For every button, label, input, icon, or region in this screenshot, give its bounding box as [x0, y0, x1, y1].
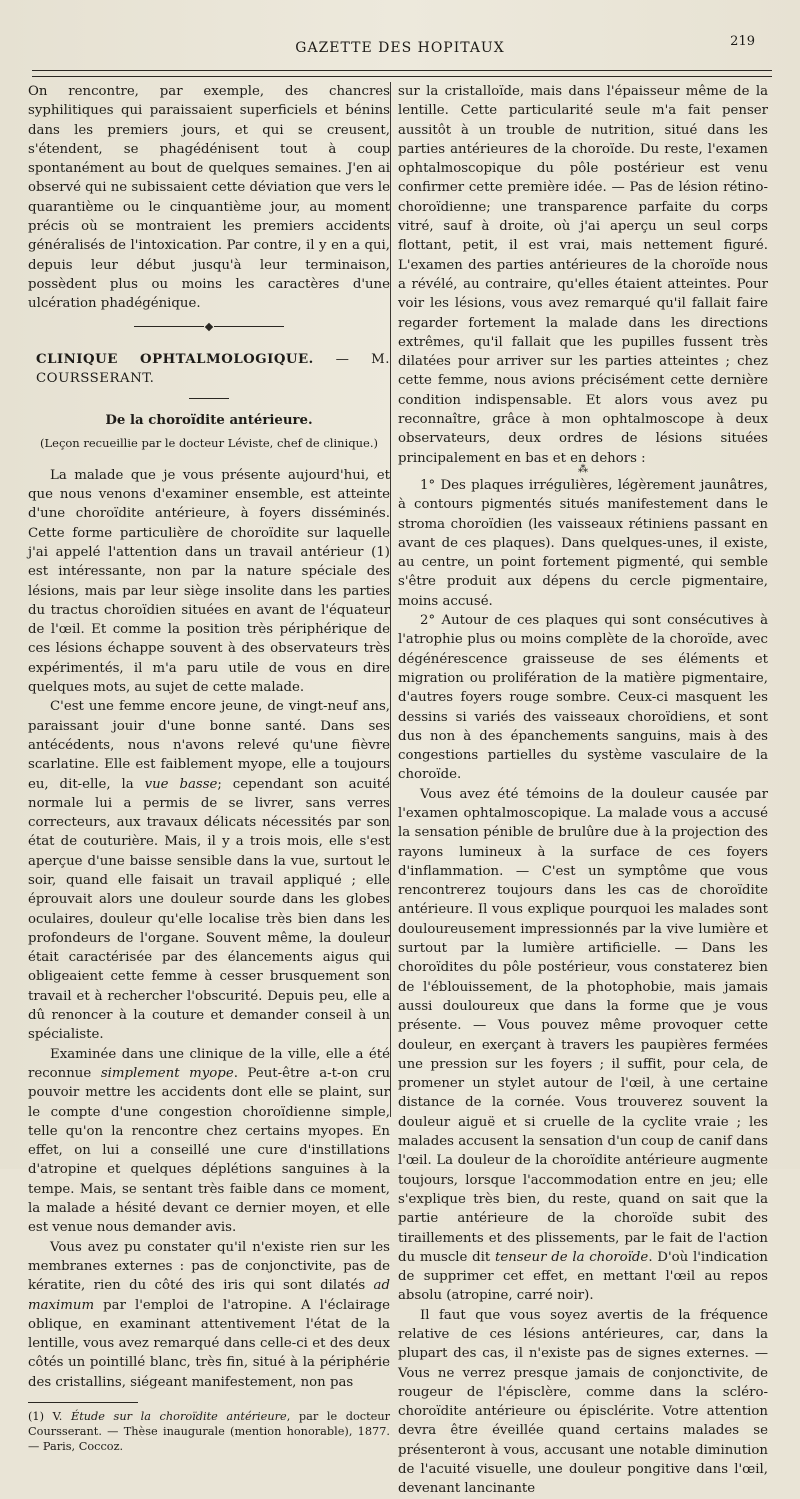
paragraph-3-text-b: . Peut-être a-t-on cru pouvoir mettre les accidents dont elle se plaint, sur le compte d'une congestion choroïdienne simple, telle qu'on la rencontre chez certains myopes. En effet, on lui a conseillé une cure d'instillations d'atropine et quelques déplétions sanguines à la tempe. Mais, se sentant très faible dans ce moment, la malade a hésité devant ce dernier moyen, et elle est venue nous demander avis. [28, 1065, 391, 1236]
paragraph-1: La malade que je vous présente aujourd'hui, et que nous venons d'examiner ensemble, est atteinte d'une choroïdite antérieure, à foyers disséminés. Cette forme particulière de choroïdite sur laquelle j'ai appelé l'attention dans un travail antérieur (1) est intéressante, non par la nature spéciale des lésions, mais par leur siège insolite dans les parties du tractus choroïdien situées en avant de l'équateur de l'œil. Et comme la position très périphérique de ces lésions échappe souvent à des observateurs très expérimentés, il m'a paru utile de vous en dire quelques mots, au sujet de cette malade. [28, 467, 390, 696]
page-header [0, 30, 800, 70]
section-title-text: CLINIQUE OPHTALMOLOGIQUE. [36, 351, 314, 367]
pain-paragraph-text-a: Vous avez été témoins de la douleur causée par l'examen ophtalmoscopique. La malade vous a accusé la sensation pénible de brulûre due à la projection des rayons lumineux à la surface de ces foyers d'inflammation. — C'est un symptôme que vous rencontrerez toujours dans les cas de choroïdite antérieure. Il vous explique pourquoi les malades sont douloureusement impressionnés par la vive lumière et surtout par la lumière artificielle. — Dans les choroïdites du pôle postérieur, vous constaterez bien de l'éblouissement, de la photophobie, mais jamais aussi douloureux que dans la forme que je vous présente. — Vous pouvez même provoquer cette douleur, en exerçant à travers les paupières fermées une pression sur les foyers ; il suffit, pour cela, de promener un stylet autour de l'œil, à une certaine distance de la cornée. Vous trouverez souvent la douleur aiguë et si cruelle de la cyclite vraie ; les malades accusent la sensation d'un coup de canif dans l'œil. La douleur de la choroïdite antérieure augmente toujours, lorsque l'accommodation entre en jeu; elle s'explique très bien, du reste, quand on sait que la partie antérieure de la choroïde subit des tiraillements et des plissements, par le fait de l'action du muscle dit [398, 786, 768, 1265]
lecture-title: De la choroïdite antérieure. [105, 413, 313, 429]
pain-paragraph [398, 785, 768, 1306]
pain-paragraph-text-b: . D'où l'indication de supprimer cet effet, en mettant l'œil au repos absolu (atropine, carré noir). [398, 1249, 768, 1304]
pain-paragraph-emphasis: tenseur de la choroïde [495, 1249, 649, 1265]
paragraph-4-emphasis: ad maximum [28, 1278, 390, 1313]
left-column [28, 82, 390, 1454]
paragraph-2 [28, 697, 390, 1044]
last-paragraph: Il faut que vous soyez avertis de la fréquence relative de ces lésions antérieures, car, dans la plupart des cas, il n'existe pas de signes externes. — Vous ne verrez presque jamais de conjonctivite, de rougeur de l'épisclère, comme dans la scléro-choroïdite antérieure ou épisclérite. Votre attention devra être éveillée quand certains malades se présenteront à vous, accusant une notable diminution de l'acuité visuelle, une douleur pongitive dans l'œil, devenant lancinante [398, 1307, 768, 1497]
section-title [36, 350, 390, 389]
lesion-item-2: 2° Autour de ces plaques qui sont consécutives à l'atrophie plus ou moins complète de la choroïde, avec dégénérescence graisseuse de ses éléments et migration ou prolifération de la matière pigmentaire, d'autres foyers rouge sombre. Ceux-ci masquent les dessins si variés des vaisseaux choroïdiens, et sont dus non à des épanchements sanguins, mais à des congestions partielles du système vasculaire de la choroïde. [398, 613, 768, 783]
decorative-mark: ⁂ [578, 463, 588, 475]
paragraph-2-text-b: ; cependant son acuité normale lui a permis de se livrer, sans verres correcteurs, aux travaux délicats nécessités par son état de couturière. Mais, il y a trois mois, elle s'est aperçue d'une baisse sensible dans la vue, surtout le soir, quand elle faisait un travail appliqué ; elle éprouvait alors une douleur sourde dans les globes oculaires, douleur qu'elle localise très bien dans les profondeurs de l'organe. Souvent même, la douleur était caractérisée par des élancements aigus qui obligeaient cette femme à cesser brusquement son travail et à rechercher l'obscurité. Depuis peu, elle a dû renoncer à la couture et demander conseil à un spécialiste. [28, 776, 390, 1043]
paragraph-3-text-a: Examinée dans une clinique de la ville, elle a été reconnue [28, 1046, 390, 1081]
lesion-item-1: 1° Des plaques irrégulières, légèrement jaunâtres, à contours pigmentés situés manifestement dans le stroma choroïdien (les vaisseaux rétiniens passant en avant de ces plaques). Dans quelques-unes, il existe, au centre, un point fortement pigmenté, qui semble s'être produit aux dépens du cercle pigmentaire, moins accusé. [398, 477, 768, 609]
header-rule-top [32, 70, 772, 71]
paragraph-4 [28, 1238, 390, 1392]
paragraph-4-text-a: Vous avez pu constater qu'il n'existe rien sur les membranes externes : pas de conjonctivite, pas de kératite, rien du côté des iris qui sont dilatés [28, 1239, 390, 1294]
section-author: — M. COURSSERANT. [36, 351, 391, 386]
recorded-by-note: (Leçon recueillie par le docteur Léviste, chef de clinique.) [40, 436, 378, 451]
footnote-emphasis: Étude sur la choroïdite antérieure [70, 1410, 287, 1423]
header-rule-bottom [32, 76, 772, 77]
footnote [28, 1409, 390, 1454]
paragraph-3 [28, 1045, 390, 1238]
footnote-text-a: (1) V. [28, 1410, 71, 1423]
column-divider [390, 82, 391, 1117]
paragraph-2-text-a: C'est une femme encore jeune, de vingt-neuf ans, paraissant jouir d'une bonne santé. Dans ses antécédents, nous n'avons relevé qu'une fièvre scarlatine. Elle est faiblement myope, elle a toujours eu, dit-elle, la [28, 699, 390, 792]
intro-paragraph: On rencontre, par exemple, des chancres syphilitiques qui paraissaient superficiels et bénins dans les premiers jours, et qui se creusent, s'étendent, se phagédénisent tout à coup spontanément au bout de quelques semaines. J'en ai observé qui ne subissaient cette déviation que vers le quarantième ou le cinquantième jour, au moment précis où se montraient les premiers accidents généralisés de l'intoxication. Par contre, il y en a qui, depuis leur début jusqu'à leur terminaison, possèdent plus ou moins les caractères d'une ulcération phadégénique. [28, 84, 391, 312]
continued-paragraph: sur la cristalloïde, mais dans l'épaisseur même de la lentille. Cette particularité seule m'a fait penser aussitôt à un trouble de nutrition, situé dans les parties antérieures de la choroïde. Du reste, l'examen ophtalmoscopique du pôle postérieur est venu confirmer cette première idée. — Pas de lésion rétino-choroïdienne; une transparence parfaite du corps vitré, sauf à droite, où j'ai aperçu un seul corps flottant, petit, il est vrai, mais nettement figuré. L'examen des parties antérieures de la choroïde nous a révélé, au contraire, qu'elles étaient atteintes. Pour voir les lésions, vous avez remarqué qu'il fallait faire regarder fortement la malade dans les directions extrêmes, qu'il fallait que les pupilles fussent très dilatées pour arriver sur les parties atteintes ; chez cette femme, nous avions précisément cette dernière condition indispensable. Et alors vous avez pu reconnaître, grâce à mon ophtalmoscope à deux observateurs, deux ordres de lésions situées principalement en bas et en dehors : [398, 84, 768, 466]
page-number: 219 [730, 34, 755, 49]
paragraph-3-emphasis: simplement myope [100, 1065, 234, 1081]
right-column [398, 82, 768, 1499]
paragraph-2-emphasis: vue basse [144, 776, 218, 792]
running-title: GAZETTE DES HOPITAUX [295, 40, 505, 56]
section-short-rule [189, 398, 229, 399]
footnote-text-b: , par le docteur Coursserant. — Thèse inaugurale (mention honorable), 1877. — Paris, Coccoz. [28, 1410, 391, 1453]
footnote-rule [28, 1402, 138, 1403]
section-ornament [134, 322, 284, 332]
paragraph-4-text-b: par l'emploi de l'atropine. A l'éclairage oblique, en examinant attentivement l'état de la lentille, vous avez remarqué dans celle-ci et des deux côtés un pointillé blanc, très fin, situé à la périphérie des cristallins, siégeant manifestement, non pas [28, 1297, 390, 1390]
